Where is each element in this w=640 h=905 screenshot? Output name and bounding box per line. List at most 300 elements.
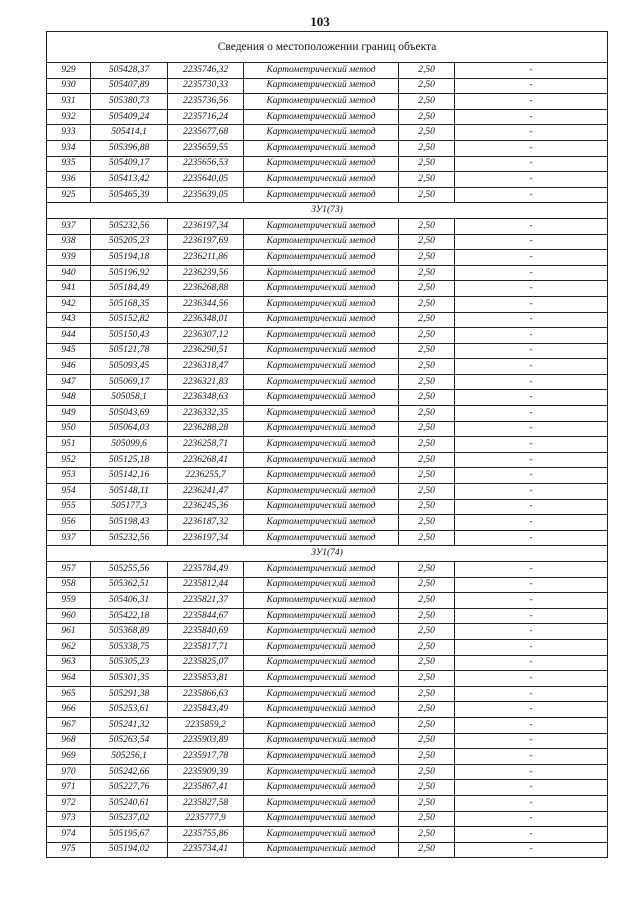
note-cell: - xyxy=(455,577,608,593)
note-cell: - xyxy=(455,343,608,359)
precision-cell: 2,50 xyxy=(399,281,455,297)
y-coordinate-cell: 2235867,41 xyxy=(168,780,244,796)
precision-cell: 2,50 xyxy=(399,484,455,500)
x-coordinate-cell: 505422,18 xyxy=(91,608,168,624)
y-coordinate-cell: 2235730,33 xyxy=(168,78,244,94)
note-cell: - xyxy=(455,312,608,328)
x-coordinate-cell: 505194,02 xyxy=(91,842,168,858)
y-coordinate-cell: 2236288,28 xyxy=(168,421,244,437)
method-cell: Картометрический метод xyxy=(244,499,399,515)
table-row xyxy=(47,811,608,827)
point-number-cell: 970 xyxy=(47,764,91,780)
point-number-cell: 955 xyxy=(47,499,91,515)
note-cell: - xyxy=(455,109,608,125)
method-cell: Картометрический метод xyxy=(244,515,399,531)
note-cell: - xyxy=(455,484,608,500)
x-coordinate-cell: 505414,1 xyxy=(91,125,168,141)
point-number-cell: 951 xyxy=(47,437,91,453)
table-row xyxy=(47,593,608,609)
table-title: Сведения о местоположении границ объекта xyxy=(47,32,608,63)
table-row xyxy=(47,437,608,453)
precision-cell: 2,50 xyxy=(399,795,455,811)
method-cell: Картометрический метод xyxy=(244,218,399,234)
note-cell: - xyxy=(455,795,608,811)
note-cell: - xyxy=(455,702,608,718)
precision-cell: 2,50 xyxy=(399,593,455,609)
note-cell: - xyxy=(455,608,608,624)
y-coordinate-cell: 2235821,37 xyxy=(168,593,244,609)
method-cell: Картометрический метод xyxy=(244,406,399,422)
precision-cell: 2,50 xyxy=(399,296,455,312)
table-row xyxy=(47,717,608,733)
precision-cell: 2,50 xyxy=(399,359,455,375)
y-coordinate-cell: 2236332,35 xyxy=(168,406,244,422)
table-row xyxy=(47,343,608,359)
note-cell: - xyxy=(455,328,608,344)
y-coordinate-cell: 2235827,58 xyxy=(168,795,244,811)
point-number-cell: 973 xyxy=(47,811,91,827)
method-cell: Картометрический метод xyxy=(244,328,399,344)
precision-cell: 2,50 xyxy=(399,187,455,203)
precision-cell: 2,50 xyxy=(399,530,455,546)
table-row xyxy=(47,686,608,702)
point-number-cell: 933 xyxy=(47,125,91,141)
point-number-cell: 925 xyxy=(47,187,91,203)
table-row xyxy=(47,234,608,250)
note-cell: - xyxy=(455,359,608,375)
precision-cell: 2,50 xyxy=(399,562,455,578)
y-coordinate-cell: 2235640,05 xyxy=(168,172,244,188)
method-cell: Картометрический метод xyxy=(244,764,399,780)
x-coordinate-cell: 505058,1 xyxy=(91,390,168,406)
y-coordinate-cell: 2235734,41 xyxy=(168,842,244,858)
x-coordinate-cell: 505256,1 xyxy=(91,749,168,765)
table-row xyxy=(47,140,608,156)
note-cell: - xyxy=(455,842,608,858)
precision-cell: 2,50 xyxy=(399,702,455,718)
point-number-cell: 971 xyxy=(47,780,91,796)
point-number-cell: 944 xyxy=(47,328,91,344)
precision-cell: 2,50 xyxy=(399,577,455,593)
y-coordinate-cell: 2236245,36 xyxy=(168,499,244,515)
table-row xyxy=(47,328,608,344)
table-row xyxy=(47,530,608,546)
page-number: 103 xyxy=(310,14,330,29)
point-number-cell: 958 xyxy=(47,577,91,593)
x-coordinate-cell: 505121,78 xyxy=(91,343,168,359)
note-cell: - xyxy=(455,780,608,796)
method-cell: Картометрический метод xyxy=(244,530,399,546)
method-cell: Картометрический метод xyxy=(244,608,399,624)
note-cell: - xyxy=(455,671,608,687)
note-cell: - xyxy=(455,530,608,546)
x-coordinate-cell: 505069,17 xyxy=(91,374,168,390)
method-cell: Картометрический метод xyxy=(244,250,399,266)
point-number-cell: 942 xyxy=(47,296,91,312)
table-row xyxy=(47,187,608,203)
table-row xyxy=(47,499,608,515)
table-row xyxy=(47,265,608,281)
table-row xyxy=(47,842,608,858)
table-row xyxy=(47,250,608,266)
table-row xyxy=(47,515,608,531)
precision-cell: 2,50 xyxy=(399,374,455,390)
y-coordinate-cell: 2236197,69 xyxy=(168,234,244,250)
x-coordinate-cell: 505253,61 xyxy=(91,702,168,718)
y-coordinate-cell: 2236241,47 xyxy=(168,484,244,500)
x-coordinate-cell: 505338,75 xyxy=(91,639,168,655)
method-cell: Картометрический метод xyxy=(244,593,399,609)
x-coordinate-cell: 505242,66 xyxy=(91,764,168,780)
table-row xyxy=(47,484,608,500)
y-coordinate-cell: 2236268,88 xyxy=(168,281,244,297)
precision-cell: 2,50 xyxy=(399,468,455,484)
y-coordinate-cell: 2235736,56 xyxy=(168,94,244,110)
method-cell: Картометрический метод xyxy=(244,312,399,328)
note-cell: - xyxy=(455,562,608,578)
method-cell: Картометрический метод xyxy=(244,234,399,250)
note-cell: - xyxy=(455,390,608,406)
y-coordinate-cell: 2235844,67 xyxy=(168,608,244,624)
x-coordinate-cell: 505263,54 xyxy=(91,733,168,749)
point-number-cell: 952 xyxy=(47,452,91,468)
method-cell: Картометрический метод xyxy=(244,468,399,484)
note-cell: - xyxy=(455,733,608,749)
method-cell: Картометрический метод xyxy=(244,749,399,765)
y-coordinate-cell: 2235866,63 xyxy=(168,686,244,702)
x-coordinate-cell: 505409,24 xyxy=(91,109,168,125)
precision-cell: 2,50 xyxy=(399,717,455,733)
x-coordinate-cell: 505291,38 xyxy=(91,686,168,702)
point-number-cell: 939 xyxy=(47,250,91,266)
y-coordinate-cell: 2236348,01 xyxy=(168,312,244,328)
note-cell: - xyxy=(455,749,608,765)
point-number-cell: 953 xyxy=(47,468,91,484)
note-cell: - xyxy=(455,234,608,250)
point-number-cell: 941 xyxy=(47,281,91,297)
method-cell: Картометрический метод xyxy=(244,94,399,110)
method-cell: Картометрический метод xyxy=(244,296,399,312)
y-coordinate-cell: 2236268,41 xyxy=(168,452,244,468)
table-row xyxy=(47,452,608,468)
y-coordinate-cell: 2236344,56 xyxy=(168,296,244,312)
point-number-cell: 934 xyxy=(47,140,91,156)
method-cell: Картометрический метод xyxy=(244,639,399,655)
section-label: ЗУ1(74) xyxy=(47,546,608,562)
note-cell: - xyxy=(455,499,608,515)
y-coordinate-cell: 2235840,69 xyxy=(168,624,244,640)
point-number-cell: 962 xyxy=(47,639,91,655)
table-row xyxy=(47,733,608,749)
y-coordinate-cell: 2235656,53 xyxy=(168,156,244,172)
x-coordinate-cell: 505413,42 xyxy=(91,172,168,188)
x-coordinate-cell: 505194,18 xyxy=(91,250,168,266)
precision-cell: 2,50 xyxy=(399,312,455,328)
point-number-cell: 936 xyxy=(47,172,91,188)
point-number-cell: 937 xyxy=(47,218,91,234)
table-row xyxy=(47,827,608,843)
note-cell: - xyxy=(455,717,608,733)
x-coordinate-cell: 505125,18 xyxy=(91,452,168,468)
table-row xyxy=(47,78,608,94)
method-cell: Картометрический метод xyxy=(244,265,399,281)
note-cell: - xyxy=(455,764,608,780)
y-coordinate-cell: 2235812,44 xyxy=(168,577,244,593)
x-coordinate-cell: 505184,49 xyxy=(91,281,168,297)
table-row xyxy=(47,562,608,578)
point-number-cell: 943 xyxy=(47,312,91,328)
table-row xyxy=(47,780,608,796)
point-number-cell: 948 xyxy=(47,390,91,406)
point-number-cell: 945 xyxy=(47,343,91,359)
table-row xyxy=(47,281,608,297)
table-row xyxy=(47,795,608,811)
point-number-cell: 931 xyxy=(47,94,91,110)
note-cell: - xyxy=(455,250,608,266)
point-number-cell: 938 xyxy=(47,234,91,250)
method-cell: Картометрический метод xyxy=(244,78,399,94)
method-cell: Картометрический метод xyxy=(244,452,399,468)
note-cell: - xyxy=(455,140,608,156)
note-cell: - xyxy=(455,187,608,203)
note-cell: - xyxy=(455,78,608,94)
point-number-cell: 968 xyxy=(47,733,91,749)
method-cell: Картометрический метод xyxy=(244,484,399,500)
x-coordinate-cell: 505301,35 xyxy=(91,671,168,687)
point-number-cell: 947 xyxy=(47,374,91,390)
precision-cell: 2,50 xyxy=(399,328,455,344)
precision-cell: 2,50 xyxy=(399,608,455,624)
note-cell: - xyxy=(455,811,608,827)
note-cell: - xyxy=(455,452,608,468)
x-coordinate-cell: 505099,6 xyxy=(91,437,168,453)
precision-cell: 2,50 xyxy=(399,624,455,640)
table-row xyxy=(47,312,608,328)
method-cell: Картометрический метод xyxy=(244,717,399,733)
table-row xyxy=(47,655,608,671)
y-coordinate-cell: 2236255,7 xyxy=(168,468,244,484)
method-cell: Картометрический метод xyxy=(244,733,399,749)
precision-cell: 2,50 xyxy=(399,78,455,94)
precision-cell: 2,50 xyxy=(399,452,455,468)
point-number-cell: 946 xyxy=(47,359,91,375)
table-row xyxy=(47,390,608,406)
table-row xyxy=(47,156,608,172)
point-number-cell: 965 xyxy=(47,686,91,702)
note-cell: - xyxy=(455,437,608,453)
method-cell: Картометрический метод xyxy=(244,655,399,671)
x-coordinate-cell: 505255,56 xyxy=(91,562,168,578)
section-label: ЗУ1(73) xyxy=(47,203,608,219)
precision-cell: 2,50 xyxy=(399,125,455,141)
precision-cell: 2,50 xyxy=(399,343,455,359)
precision-cell: 2,50 xyxy=(399,406,455,422)
x-coordinate-cell: 505093,45 xyxy=(91,359,168,375)
table-row xyxy=(47,421,608,437)
precision-cell: 2,50 xyxy=(399,140,455,156)
x-coordinate-cell: 505168,35 xyxy=(91,296,168,312)
table-row xyxy=(47,639,608,655)
precision-cell: 2,50 xyxy=(399,639,455,655)
table-row xyxy=(47,109,608,125)
note-cell: - xyxy=(455,172,608,188)
table-row xyxy=(47,406,608,422)
x-coordinate-cell: 505409,17 xyxy=(91,156,168,172)
point-number-cell: 967 xyxy=(47,717,91,733)
table-row xyxy=(47,218,608,234)
method-cell: Картометрический метод xyxy=(244,577,399,593)
precision-cell: 2,50 xyxy=(399,234,455,250)
precision-cell: 2,50 xyxy=(399,63,455,79)
method-cell: Картометрический метод xyxy=(244,780,399,796)
precision-cell: 2,50 xyxy=(399,655,455,671)
point-number-cell: 949 xyxy=(47,406,91,422)
precision-cell: 2,50 xyxy=(399,499,455,515)
precision-cell: 2,50 xyxy=(399,94,455,110)
table-row xyxy=(47,749,608,765)
y-coordinate-cell: 2236258,71 xyxy=(168,437,244,453)
point-number-cell: 932 xyxy=(47,109,91,125)
y-coordinate-cell: 2236187,32 xyxy=(168,515,244,531)
x-coordinate-cell: 505465,39 xyxy=(91,187,168,203)
method-cell: Картометрический метод xyxy=(244,63,399,79)
x-coordinate-cell: 505406,31 xyxy=(91,593,168,609)
method-cell: Картометрический метод xyxy=(244,172,399,188)
method-cell: Картометрический метод xyxy=(244,437,399,453)
note-cell: - xyxy=(455,827,608,843)
precision-cell: 2,50 xyxy=(399,421,455,437)
precision-cell: 2,50 xyxy=(399,780,455,796)
y-coordinate-cell: 2236197,34 xyxy=(168,218,244,234)
method-cell: Картометрический метод xyxy=(244,795,399,811)
x-coordinate-cell: 505241,32 xyxy=(91,717,168,733)
x-coordinate-cell: 505205,23 xyxy=(91,234,168,250)
precision-cell: 2,50 xyxy=(399,749,455,765)
method-cell: Картометрический метод xyxy=(244,702,399,718)
point-number-cell: 935 xyxy=(47,156,91,172)
note-cell: - xyxy=(455,265,608,281)
y-coordinate-cell: 2235659,55 xyxy=(168,140,244,156)
y-coordinate-cell: 2236348,63 xyxy=(168,390,244,406)
y-coordinate-cell: 2235817,71 xyxy=(168,639,244,655)
note-cell: - xyxy=(455,125,608,141)
note-cell: - xyxy=(455,63,608,79)
method-cell: Картометрический метод xyxy=(244,140,399,156)
table-row xyxy=(47,374,608,390)
point-number-cell: 957 xyxy=(47,562,91,578)
note-cell: - xyxy=(455,686,608,702)
section-header-row xyxy=(47,203,608,219)
table-row xyxy=(47,577,608,593)
note-cell: - xyxy=(455,281,608,297)
note-cell: - xyxy=(455,624,608,640)
y-coordinate-cell: 2236321,83 xyxy=(168,374,244,390)
note-cell: - xyxy=(455,515,608,531)
method-cell: Картометрический метод xyxy=(244,624,399,640)
precision-cell: 2,50 xyxy=(399,686,455,702)
method-cell: Картометрический метод xyxy=(244,109,399,125)
method-cell: Картометрический метод xyxy=(244,390,399,406)
precision-cell: 2,50 xyxy=(399,811,455,827)
y-coordinate-cell: 2235917,78 xyxy=(168,749,244,765)
y-coordinate-cell: 2235639,05 xyxy=(168,187,244,203)
table-title-row xyxy=(47,32,608,63)
y-coordinate-cell: 2236197,34 xyxy=(168,530,244,546)
method-cell: Картометрический метод xyxy=(244,359,399,375)
table-row xyxy=(47,702,608,718)
table-row xyxy=(47,764,608,780)
precision-cell: 2,50 xyxy=(399,390,455,406)
method-cell: Картометрический метод xyxy=(244,827,399,843)
point-number-cell: 950 xyxy=(47,421,91,437)
y-coordinate-cell: 2235746,32 xyxy=(168,63,244,79)
x-coordinate-cell: 505305,23 xyxy=(91,655,168,671)
table-row xyxy=(47,94,608,110)
x-coordinate-cell: 505198,43 xyxy=(91,515,168,531)
precision-cell: 2,50 xyxy=(399,733,455,749)
note-cell: - xyxy=(455,296,608,312)
x-coordinate-cell: 505177,3 xyxy=(91,499,168,515)
x-coordinate-cell: 505148,11 xyxy=(91,484,168,500)
note-cell: - xyxy=(455,639,608,655)
x-coordinate-cell: 505368,89 xyxy=(91,624,168,640)
precision-cell: 2,50 xyxy=(399,218,455,234)
section-header-row xyxy=(47,546,608,562)
method-cell: Картометрический метод xyxy=(244,343,399,359)
point-number-cell: 972 xyxy=(47,795,91,811)
y-coordinate-cell: 2236290,51 xyxy=(168,343,244,359)
point-number-cell: 959 xyxy=(47,593,91,609)
y-coordinate-cell: 2235784,49 xyxy=(168,562,244,578)
method-cell: Картометрический метод xyxy=(244,671,399,687)
note-cell: - xyxy=(455,421,608,437)
y-coordinate-cell: 2235677,68 xyxy=(168,125,244,141)
y-coordinate-cell: 2235903,89 xyxy=(168,733,244,749)
point-number-cell: 929 xyxy=(47,63,91,79)
method-cell: Картометрический метод xyxy=(244,842,399,858)
x-coordinate-cell: 505064,03 xyxy=(91,421,168,437)
y-coordinate-cell: 2235909,39 xyxy=(168,764,244,780)
y-coordinate-cell: 2235843,49 xyxy=(168,702,244,718)
x-coordinate-cell: 505227,76 xyxy=(91,780,168,796)
y-coordinate-cell: 2235853,81 xyxy=(168,671,244,687)
x-coordinate-cell: 505195,67 xyxy=(91,827,168,843)
precision-cell: 2,50 xyxy=(399,265,455,281)
method-cell: Картометрический метод xyxy=(244,156,399,172)
note-cell: - xyxy=(455,94,608,110)
note-cell: - xyxy=(455,468,608,484)
precision-cell: 2,50 xyxy=(399,842,455,858)
table-row xyxy=(47,172,608,188)
note-cell: - xyxy=(455,156,608,172)
x-coordinate-cell: 505396,88 xyxy=(91,140,168,156)
table-row xyxy=(47,63,608,79)
table-row xyxy=(47,608,608,624)
table-row xyxy=(47,468,608,484)
table-row xyxy=(47,359,608,375)
y-coordinate-cell: 2235755,86 xyxy=(168,827,244,843)
method-cell: Картометрический метод xyxy=(244,374,399,390)
precision-cell: 2,50 xyxy=(399,827,455,843)
y-coordinate-cell: 2236307,12 xyxy=(168,328,244,344)
note-cell: - xyxy=(455,593,608,609)
table-row xyxy=(47,296,608,312)
precision-cell: 2,50 xyxy=(399,109,455,125)
y-coordinate-cell: 2236318,47 xyxy=(168,359,244,375)
method-cell: Картометрический метод xyxy=(244,187,399,203)
note-cell: - xyxy=(455,655,608,671)
x-coordinate-cell: 505232,56 xyxy=(91,530,168,546)
